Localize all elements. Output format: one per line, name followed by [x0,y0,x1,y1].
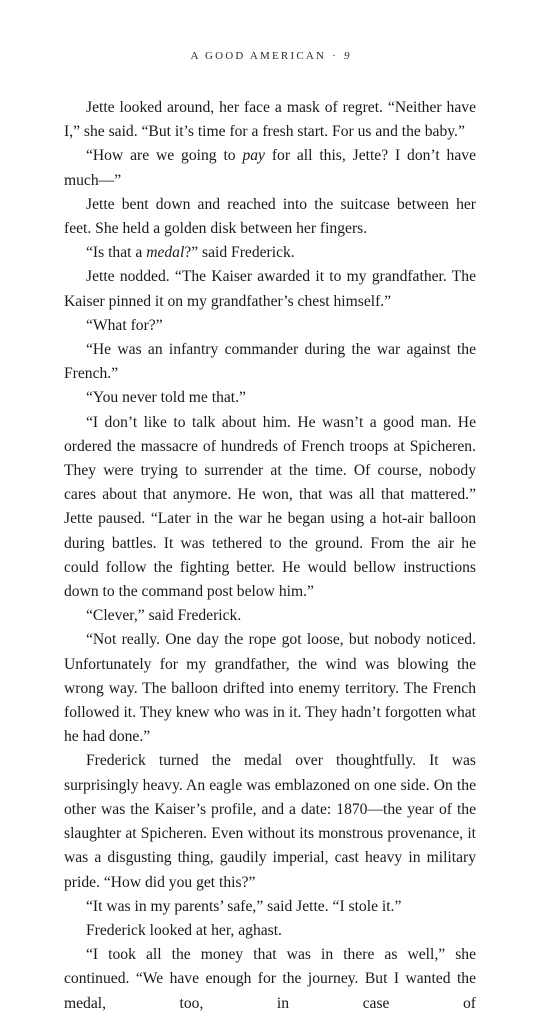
paragraph-text: “How are we going to pay for all this, Jette? I don’t have much—” [64,147,476,189]
paragraph: “I took all the money that was in there as well,” she continued. “We have enough for the journey. But I wanted the medal, too, in case of [64,946,476,1012]
running-header [0,50,540,62]
paragraph: Jette bent down and reached into the suitcase between her feet. She held a golden disk between her fingers. [64,195,476,238]
paragraph: “I don’t like to talk about him. He wasn’t a good man. He ordered the massacre of hundreds of French troops at Spicheren. They were trying to surrender at the time. Of course, nobody cares about that anymore. He won, that was all that mattered.” Jette paused. “Later in the war he began using a hot-air balloon during battles. It was tethered to the ground. From the air he could follow the fighting better. He would bellow instructions down to the command post below him.” [64,413,476,601]
paragraph: “It was in my parents’ safe,” said Jette. “I stole it.” [86,897,402,915]
body-text [64,96,476,1016]
page-number: 9 [344,50,350,62]
paragraph-text: “Is that a medal?” said Frederick. [86,244,295,262]
paragraph: “You never told me that.” [86,389,246,407]
paragraph: Frederick looked at her, aghast. [86,921,282,939]
paragraph: “He was an infantry commander during the war against the French.” [64,341,476,383]
header-separator: · [332,50,339,62]
paragraph [64,144,476,192]
paragraph: “Clever,” said Frederick. [86,607,242,625]
paragraph [64,241,476,265]
paragraph: Jette looked around, her face a mask of regret. “Neither have I,” she said. “But it’s time for a fresh start. For us and the baby.” [64,99,476,141]
paragraph: “What for?” [86,316,163,334]
paragraph: Jette nodded. “The Kaiser awarded it to my grandfather. The Kaiser pinned it on my grandfather’s chest himself.” [64,268,476,310]
paragraph: Frederick turned the medal over thoughtfully. It was surprisingly heavy. An eagle was emblazoned on one side. On the other was the Kaiser’s profile, and a date: 1870—the year of the slaughter at Spicheren. Even without its monstrous provenance, it was a disgusting thing, gaudily imperial, cast heavy in military pride. “How did you get this?” [64,752,476,891]
running-title: A GOOD AMERICAN [190,50,327,62]
paragraph: “Not really. One day the rope got loose, but nobody noticed. Unfortunately for my grandfather, the wind was blowing the wrong way. The balloon drifted into enemy territory. The French followed it. They knew who was in it. They hadn’t forgotten what he had done.” [64,631,476,746]
